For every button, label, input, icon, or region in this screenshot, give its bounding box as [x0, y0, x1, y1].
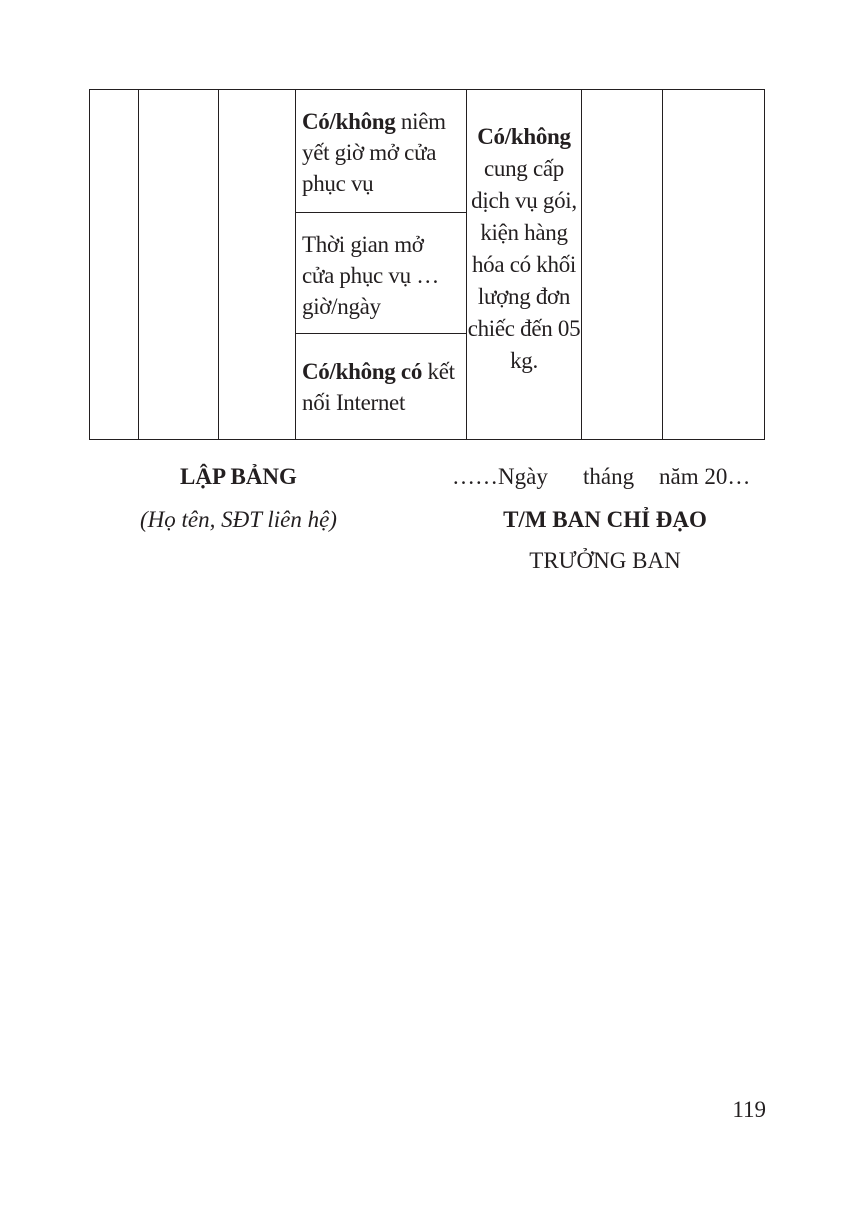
table-column-divider — [138, 90, 139, 439]
table-row-divider — [295, 333, 466, 334]
table-cell-opening-hours — [302, 229, 460, 322]
summary-table — [89, 89, 765, 440]
cell-text: kết nối Internet — [302, 359, 455, 415]
cell-bold-label: Có/không — [477, 124, 571, 149]
date-year: năm 20… — [659, 464, 751, 489]
table-row-divider — [295, 212, 466, 213]
committee-title: T/M BAN CHỈ ĐẠO — [503, 507, 707, 532]
table-column-divider — [581, 90, 582, 439]
preparer-title: LẬP BẢNG — [180, 464, 297, 489]
table-cell-internet — [302, 356, 466, 418]
table-column-divider — [295, 90, 296, 439]
table-cell-parcel-service — [467, 121, 581, 377]
table-column-divider — [218, 90, 219, 439]
cell-text: niêm yết giờ mở cửa phục vụ — [302, 109, 446, 196]
table-cell-opening-hours-posted — [302, 106, 466, 199]
page-number: 119 — [732, 1097, 766, 1122]
cell-text: Thời gian mở cửa phục vụ … giờ/ngày — [302, 232, 439, 319]
date-month: tháng — [583, 464, 635, 489]
cell-bold-label: Có/không — [302, 109, 396, 134]
table-column-divider — [662, 90, 663, 439]
preparer-subtitle: (Họ tên, SĐT liên hệ) — [140, 507, 337, 532]
cell-bold-label: Có/không có — [302, 359, 423, 384]
date-prefix: ……Ngày — [452, 464, 548, 489]
cell-text: cung cấp dịch vụ gói, kiện hàng hóa có khối lượng đơn chiếc đến 05 kg. — [467, 156, 581, 373]
committee-head: TRƯỞNG BAN — [529, 548, 681, 573]
